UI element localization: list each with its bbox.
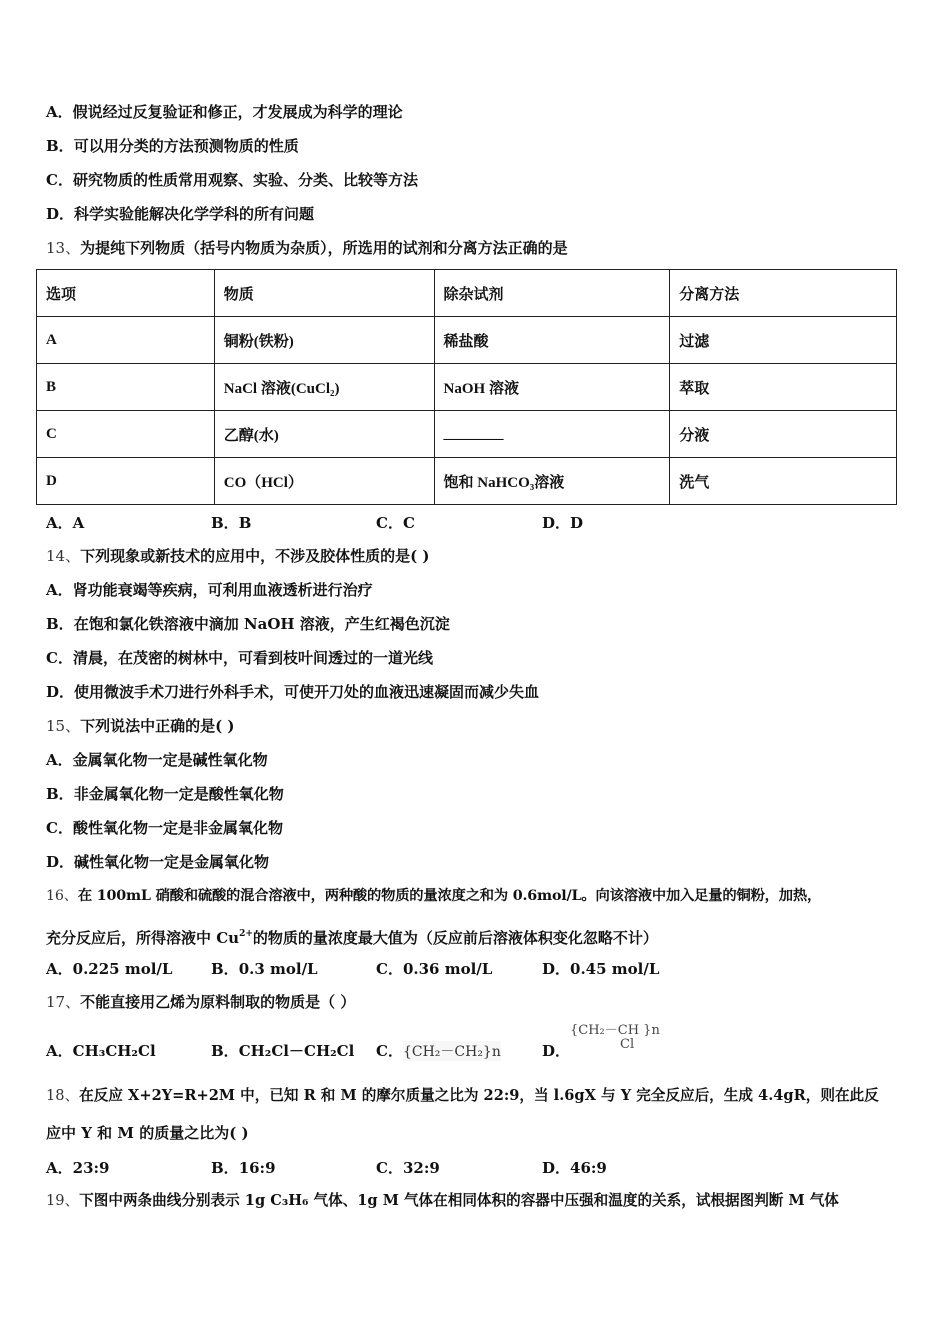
q17-stem: 17、不能直接用乙烯为原料制取的物质是（ ） bbox=[46, 993, 356, 1011]
table-header-cell: 分离方法 bbox=[670, 270, 897, 317]
q17-choice-a: A．CH₃CH₂Cl bbox=[46, 1042, 156, 1060]
q16-choices bbox=[46, 958, 906, 978]
table-row bbox=[37, 458, 897, 505]
q16-choice-c: C．0.36 mol/L bbox=[376, 960, 493, 978]
q18-choices bbox=[46, 1157, 906, 1177]
table-header-cell: 物质 bbox=[214, 270, 434, 317]
table-header-cell: 选项 bbox=[37, 270, 215, 317]
q18-choice-c: C．32:9 bbox=[376, 1159, 440, 1177]
q14-option-d: D．使用微波手术刀进行外科手术，可使开刀处的血液迅速凝固而减少失血 bbox=[46, 683, 540, 701]
table-cell: CO（HCl） bbox=[214, 458, 434, 505]
table-row bbox=[37, 317, 897, 364]
table-cell: 乙醇(水) bbox=[214, 411, 434, 458]
q13-stem: 13、为提纯下列物质（括号内物质为杂质），所选用的试剂和分离方法正确的是 bbox=[46, 239, 568, 257]
q16-stem-line2: 充分反应后，所得溶液中 $Cu^{2+}$的物质的量浓度最大值为（反应前后溶液体积变化忽略不计） bbox=[46, 929, 658, 947]
table-cell: 洗气 bbox=[670, 458, 897, 505]
q19-stem-line1: 19、下图中两条曲线分别表示 1g C₃H₆ 气体、1g M 气体在相同体积的容器中压强和温度的关系，试根据图判断 M 气体 bbox=[46, 1192, 839, 1209]
table-cell: B bbox=[37, 364, 215, 411]
q16-choice-b: B．0.3 mol/L bbox=[211, 960, 318, 978]
table-cell: C bbox=[37, 411, 215, 458]
q13-choice-a: A．A bbox=[46, 514, 85, 532]
table-cell: 饱和 NaHCO₃溶液 bbox=[434, 458, 670, 505]
q18-choice-b: B．16:9 bbox=[211, 1159, 276, 1177]
q13-choices bbox=[46, 512, 906, 532]
q17-choice-b: B．CH₂Cl－CH₂Cl bbox=[211, 1042, 355, 1060]
purification-table bbox=[36, 269, 897, 505]
q18-choice-d: D．46:9 bbox=[542, 1159, 607, 1177]
table-cell: A bbox=[37, 317, 215, 364]
table-row bbox=[37, 364, 897, 411]
table-header-cell: 除杂试剂 bbox=[434, 270, 670, 317]
q17-choice-c: C．{CH₂－CH₂}n bbox=[376, 1042, 501, 1060]
q15-stem: 15、下列说法中正确的是( ) bbox=[46, 717, 235, 735]
q12-option-a: A．假说经过反复验证和修正，才发展成为科学的理论 bbox=[46, 103, 403, 121]
q14-option-c: C．清晨，在茂密的树林中，可看到枝叶间透过的一道光线 bbox=[46, 649, 433, 667]
q18-stem-line1: 18、在反应 X+2Y=R+2M 中，已知 R 和 M 的摩尔质量之比为 22:9，当 l.6gX 与 Y 完全反应后，生成 4.4gR，则在此反 bbox=[46, 1087, 879, 1104]
q15-option-c: C．酸性氧化物一定是非金属氧化物 bbox=[46, 819, 283, 837]
q15-option-b: B．非金属氧化物一定是酸性氧化物 bbox=[46, 785, 284, 803]
table-cell: ________ bbox=[434, 411, 670, 458]
q17-choices bbox=[46, 1023, 906, 1060]
table-cell: NaOH 溶液 bbox=[434, 364, 670, 411]
q15-option-a: A．金属氧化物一定是碱性氧化物 bbox=[46, 751, 268, 769]
q12-option-b: B．可以用分类的方法预测物质的性质 bbox=[46, 137, 299, 155]
table-cell: 过滤 bbox=[670, 317, 897, 364]
q18-choice-a: A．23:9 bbox=[46, 1159, 110, 1177]
q16-choice-d: D．0.45 mol/L bbox=[542, 960, 660, 978]
q13-choice-c: C．C bbox=[376, 514, 415, 532]
table-cell: 萃取 bbox=[670, 364, 897, 411]
q16-choice-a: A．0.225 mol/L bbox=[46, 960, 173, 978]
q14-stem: 14、下列现象或新技术的应用中，不涉及胶体性质的是( ) bbox=[46, 547, 430, 565]
table-row bbox=[37, 411, 897, 458]
q14-option-a: A．肾功能衰竭等疾病，可利用血液透析进行治疗 bbox=[46, 581, 373, 599]
table-cell: 稀盐酸 bbox=[434, 317, 670, 364]
q15-option-d: D．碱性氧化物一定是金属氧化物 bbox=[46, 853, 270, 871]
polyethylene-formula: {CH₂－CH₂}n bbox=[403, 1041, 501, 1061]
q12-option-d: D．科学实验能解决化学学科的所有问题 bbox=[46, 205, 315, 223]
table-cell: 铜粉(铁粉) bbox=[214, 317, 434, 364]
q14-option-b: B．在饱和氯化铁溶液中滴加 NaOH 溶液，产生红褐色沉淀 bbox=[46, 615, 450, 633]
q13-choice-d: D．D bbox=[542, 514, 584, 532]
pvc-formula: {CH₂－CH }n Cl bbox=[570, 1023, 660, 1052]
q16-stem-line1: 16、在 100mL 硝酸和硫酸的混合溶液中，两种酸的物质的量浓度之和为 0.6mol/L。向该溶液中加入足量的铜粉，加热， bbox=[46, 888, 822, 904]
q18-stem-line2: 应中 Y 和 M 的质量之比为( ) bbox=[46, 1124, 249, 1142]
table-cell: NaCl 溶液(CuCl₂) bbox=[214, 364, 434, 411]
table-header-row bbox=[37, 270, 897, 317]
q17-choice-d: D． bbox=[542, 1042, 571, 1060]
q12-option-c: C．研究物质的性质常用观察、实验、分类、比较等方法 bbox=[46, 171, 418, 189]
q13-choice-b: B．B bbox=[211, 514, 252, 532]
table-cell: D bbox=[37, 458, 215, 505]
table-cell: 分液 bbox=[670, 411, 897, 458]
